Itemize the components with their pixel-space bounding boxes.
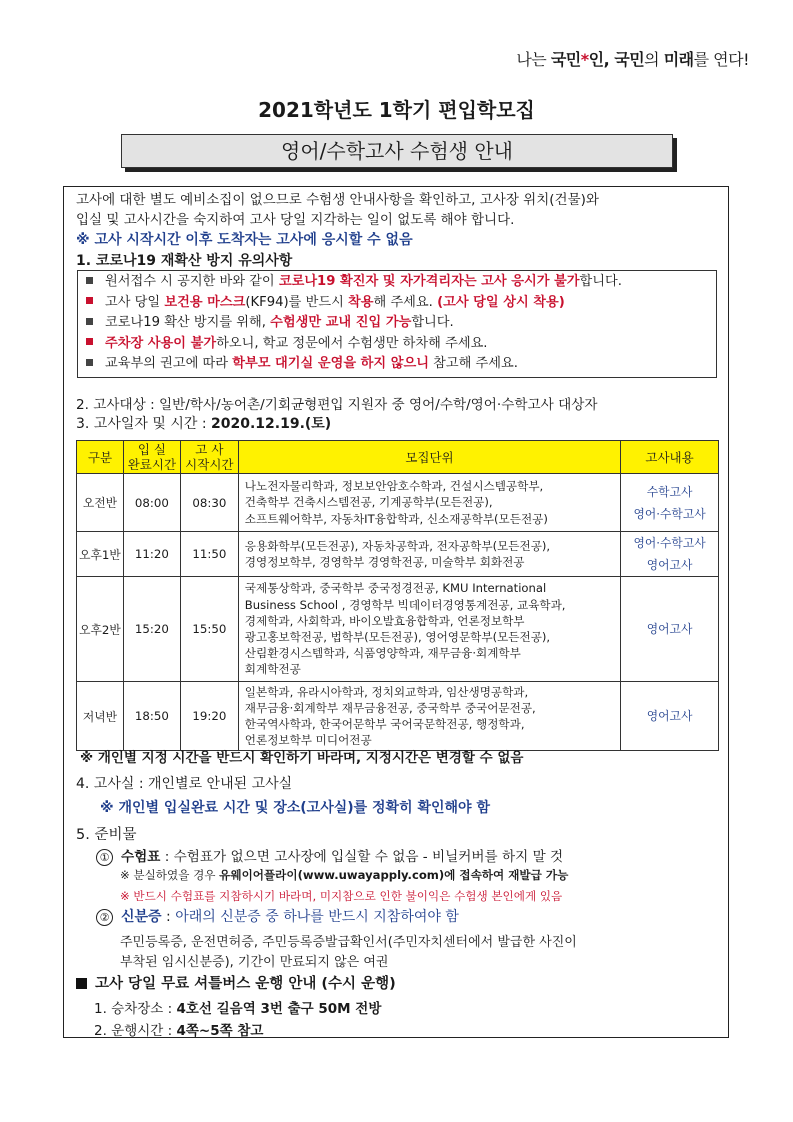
- table-row: [77, 474, 719, 532]
- prep-id-sub2: 부착된 임시신분증), 기간이 만료되지 않은 여권: [120, 955, 389, 970]
- schedule-table: [76, 440, 719, 751]
- shuttle-location: 1. 승차장소 : 4호선 길음역 3번 출구 50M 전방: [94, 1001, 382, 1017]
- cell-entry: 08:00: [123, 474, 180, 532]
- cell-group: 저녁반: [77, 682, 124, 751]
- bullet-icon: [86, 338, 93, 345]
- shuttle-heading: 고사 당일 무료 셔틀버스 운행 안내 (수시 운행): [76, 972, 396, 993]
- square-bullet-icon: [76, 978, 87, 989]
- prep-ticket-sub2: ※ 반드시 수험표를 지참하시기 바라며, 미지참으로 인한 불이익은 수험생 본인에게 있음: [120, 889, 563, 903]
- cell-exam: 영어고사: [621, 682, 719, 751]
- intro-warning: ※ 고사 시작시간 이후 도착자는 고사에 응시할 수 없음: [76, 232, 413, 248]
- number-1-icon: ①: [96, 849, 113, 866]
- table-row: [77, 532, 719, 577]
- cell-units: 일본학과, 유라시아학과, 정치외교학과, 임산생명공학과, 재무금융·회계학부 재무금융전공, 중국학부 중국어문전공, 한국역사학과, 한국어문학부 국어국문학전공, 행정학과, 언론정보학부 미디어전공: [238, 682, 620, 751]
- section-target: 2. 고사대상 : 일반/학사/농어촌/기회균형편입 지원자 중 영어/수학/영어·수학고사 대상자: [76, 397, 598, 413]
- header-entry-time: 입 실 완료시간: [123, 441, 180, 474]
- cell-start: 11:50: [180, 532, 238, 577]
- page-subtitle: 영어/수학고사 수험생 안내: [121, 134, 673, 168]
- prep-ticket-sub1: ※ 분실하였을 경우 유웨이어플라이(www.uwayapply.com)에 접속하여 재발급 가능: [120, 868, 569, 882]
- covid-list: [86, 272, 716, 375]
- bullet-icon: [86, 297, 93, 304]
- covid-item: 교육부의 권고에 따라 학부모 대기실 운영을 하지 않으니 참고해 주세요.: [86, 354, 716, 375]
- section-date: 3. 고사일자 및 시간 : 2020.12.19.(토): [76, 416, 332, 432]
- number-2-icon: ②: [96, 909, 113, 926]
- cell-units: 나노전자물리학과, 정보보안암호수학과, 건설시스템공학부, 건축학부 건축시스템전공, 기계공학부(모든전공), 소프트웨어학부, 자동차IT융합학과, 신소재공학부(모든전공): [238, 474, 620, 532]
- cell-start: 08:30: [180, 474, 238, 532]
- covid-item: 코로나19 확산 방지를 위해, 수험생만 교내 진입 가능합니다.: [86, 313, 716, 334]
- cell-entry: 18:50: [123, 682, 180, 751]
- cell-exam: 영어고사: [621, 577, 719, 682]
- cell-group: 오후1반: [77, 532, 124, 577]
- table-note: ※ 개인별 지정 시간을 반드시 확인하기 바라며, 지정시간은 변경할 수 없음: [80, 750, 524, 766]
- covid-item: 고사 당일 보건용 마스크(KF94)를 반드시 착용해 주세요. (고사 당일 상시 착용): [86, 293, 716, 314]
- table-row: [77, 577, 719, 682]
- intro-line2: 입실 및 고사시간을 숙지하여 고사 당일 지각하는 일이 없도록 해야 합니다.: [76, 212, 515, 228]
- cell-start: 19:20: [180, 682, 238, 751]
- table-header-row: [77, 441, 719, 474]
- cell-entry: 15:20: [123, 577, 180, 682]
- cell-group: 오전반: [77, 474, 124, 532]
- cell-exam: 수학고사 영어·수학고사: [621, 474, 719, 532]
- header-exam: 고사내용: [621, 441, 719, 474]
- cell-units: 응용화학부(모든전공), 자동차공학과, 전자공학부(모든전공), 경영정보학부, 경영학부 경영학전공, 미술학부 회화전공: [238, 532, 620, 577]
- prep-id: ② 신분증 : 아래의 신분증 중 하나를 반드시 지참하여야 함: [96, 906, 459, 926]
- section-prep: 5. 준비물: [76, 827, 137, 843]
- bullet-icon: [86, 359, 93, 366]
- cell-entry: 11:20: [123, 532, 180, 577]
- covid-item: 원서접수 시 공지한 바와 같이 코로나19 확진자 및 자가격리자는 고사 응시가 불가합니다.: [86, 272, 716, 293]
- table-row: [77, 682, 719, 751]
- header-start-time: 고 사 시작시간: [180, 441, 238, 474]
- bullet-icon: [86, 318, 93, 325]
- intro-line1: 고사에 대한 별도 예비소집이 없으므로 수험생 안내사항을 확인하고, 고사장 위치(건물)와: [76, 192, 599, 208]
- section-covid-heading: 1. 코로나19 재확산 방지 유의사항: [76, 253, 293, 269]
- shuttle-time: 2. 운행시간 : 4쪽~5쪽 참고: [94, 1023, 264, 1039]
- room-note: ※ 개인별 입실완료 시간 및 장소(고사실)를 정확히 확인해야 함: [100, 800, 490, 816]
- slogan: 나는 국민*인, 국민의 미래를 연다!: [516, 50, 749, 69]
- cell-exam: 영어·수학고사 영어고사: [621, 532, 719, 577]
- covid-item: 주차장 사용이 불가하오니, 학교 정문에서 수험생만 하차해 주세요.: [86, 334, 716, 355]
- intro: [76, 190, 721, 250]
- cell-start: 15:50: [180, 577, 238, 682]
- cell-units: 국제통상학과, 중국학부 중국정경전공, KMU International Business School , 경영학부 빅데이터경영통계전공, 교육학과, 경제학과, 사회학과, 바이오발효융합학과, 언론정보학부 광고홍보학전공, 법학부(모든전공), 영어영문학부(모든전공), 산림환경시스템학과, 식품영양학과, 재무금융·회계학부 회계학전공: [238, 577, 620, 682]
- header-group: 구분: [77, 441, 124, 474]
- prep-ticket: ① 수험표 : 수험표가 없으면 고사장에 입실할 수 없음 - 비닐커버를 하지 말 것: [96, 845, 563, 866]
- header-units: 모집단위: [238, 441, 620, 474]
- section-room: 4. 고사실 : 개인별로 안내된 고사실: [76, 776, 293, 792]
- prep-id-sub1: 주민등록증, 운전면허증, 주민등록증발급확인서(주민자치센터에서 발급한 사진이: [120, 935, 577, 950]
- page-title: 2021학년도 1학기 편입학모집: [258, 98, 535, 122]
- cell-group: 오후2반: [77, 577, 124, 682]
- bullet-icon: [86, 277, 93, 284]
